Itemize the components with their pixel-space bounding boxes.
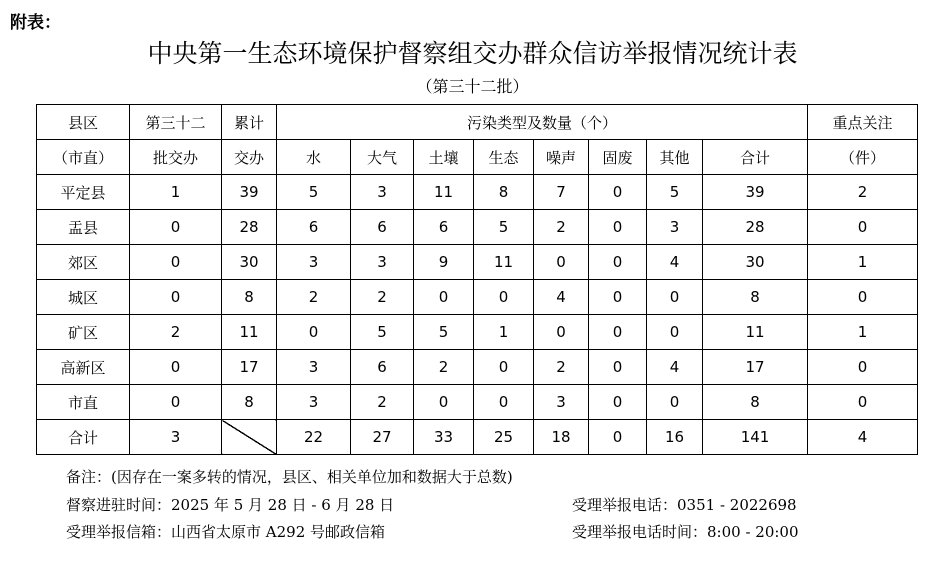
cell-focus: 0 <box>808 210 918 245</box>
header-row <box>37 105 918 140</box>
cell-name: 城区 <box>37 280 130 315</box>
cell-focus: 1 <box>808 245 918 280</box>
cell-solid: 0 <box>589 350 647 385</box>
type-air-header: 大气 <box>351 140 414 175</box>
cell-batch: 0 <box>130 245 222 280</box>
phone-hours-note: 受理举报电话时间：8:00 - 20:00 <box>572 523 799 541</box>
cell-eco: 0 <box>474 385 534 420</box>
cell-other: 4 <box>647 245 703 280</box>
cell-other: 5 <box>647 175 703 210</box>
cell-soil: 9 <box>414 245 474 280</box>
cell-air: 6 <box>351 210 414 245</box>
totals-other: 16 <box>647 420 703 455</box>
type-noise-header: 噪声 <box>534 140 589 175</box>
total-header-sub: 交办 <box>222 140 277 175</box>
type-other-header: 其他 <box>647 140 703 175</box>
cell-total: 8 <box>222 385 277 420</box>
cell-sum: 17 <box>703 350 808 385</box>
cell-water: 3 <box>277 385 351 420</box>
cell-total: 17 <box>222 350 277 385</box>
totals-eco: 25 <box>474 420 534 455</box>
cell-eco: 8 <box>474 175 534 210</box>
cell-water: 3 <box>277 350 351 385</box>
cell-solid: 0 <box>589 245 647 280</box>
totals-sum: 141 <box>703 420 808 455</box>
cell-batch: 0 <box>130 210 222 245</box>
cell-noise: 0 <box>534 315 589 350</box>
totals-noise: 18 <box>534 420 589 455</box>
totals-soil: 33 <box>414 420 474 455</box>
cell-focus: 0 <box>808 385 918 420</box>
cell-noise: 3 <box>534 385 589 420</box>
totals-row <box>37 420 918 455</box>
remark-note: 备注：(因存在一案多转的情况，县区、相关单位加和数据大于总数) <box>66 468 513 486</box>
cell-focus: 0 <box>808 280 918 315</box>
cell-air: 2 <box>351 385 414 420</box>
cell-soil: 5 <box>414 315 474 350</box>
cell-total: 39 <box>222 175 277 210</box>
cell-eco: 11 <box>474 245 534 280</box>
focus-header-sub: （件） <box>808 140 918 175</box>
batch-header: 第三十二 <box>130 105 222 140</box>
cell-name: 平定县 <box>37 175 130 210</box>
county-header-sub: （市直） <box>37 140 130 175</box>
batch-header-sub: 批交办 <box>130 140 222 175</box>
cell-sum: 30 <box>703 245 808 280</box>
type-solid-header: 固废 <box>589 140 647 175</box>
pollution-group-header: 污染类型及数量（个） <box>277 105 808 140</box>
county-header: 县区 <box>37 105 130 140</box>
cell-water: 5 <box>277 175 351 210</box>
cell-name: 郊区 <box>37 245 130 280</box>
cell-total: 11 <box>222 315 277 350</box>
table-row <box>37 280 918 315</box>
cell-noise: 0 <box>534 245 589 280</box>
cell-water: 2 <box>277 280 351 315</box>
totals-batch: 3 <box>130 420 222 455</box>
table-row <box>37 175 918 210</box>
cell-eco: 0 <box>474 280 534 315</box>
cell-soil: 11 <box>414 175 474 210</box>
cell-solid: 0 <box>589 175 647 210</box>
totals-label: 合计 <box>37 420 130 455</box>
page-title: 中央第一生态环境保护督察组交办群众信访举报情况统计表 <box>147 39 798 68</box>
cell-sum: 28 <box>703 210 808 245</box>
cell-water: 0 <box>277 315 351 350</box>
table-row <box>37 210 918 245</box>
cell-sum: 39 <box>703 175 808 210</box>
statistics-table <box>36 104 918 455</box>
cell-other: 0 <box>647 280 703 315</box>
cell-batch: 0 <box>130 350 222 385</box>
stay-period-note: 督察进驻时间：2025 年 5 月 28 日 - 6 月 28 日 <box>66 496 395 514</box>
cell-air: 2 <box>351 280 414 315</box>
cell-other: 3 <box>647 210 703 245</box>
cell-name: 盂县 <box>37 210 130 245</box>
cell-name: 市直 <box>37 385 130 420</box>
cell-soil: 0 <box>414 385 474 420</box>
cell-sum: 11 <box>703 315 808 350</box>
header-row-2 <box>37 140 918 175</box>
cell-name: 矿区 <box>37 315 130 350</box>
table-row <box>37 315 918 350</box>
cell-sum: 8 <box>703 280 808 315</box>
cell-noise: 2 <box>534 350 589 385</box>
focus-header: 重点关注 <box>808 105 918 140</box>
cell-batch: 2 <box>130 315 222 350</box>
cell-focus: 2 <box>808 175 918 210</box>
cell-water: 6 <box>277 210 351 245</box>
attachment-label: 附表： <box>10 13 61 33</box>
cell-soil: 6 <box>414 210 474 245</box>
cell-noise: 7 <box>534 175 589 210</box>
cell-eco: 1 <box>474 315 534 350</box>
type-eco-header: 生态 <box>474 140 534 175</box>
table-row <box>37 350 918 385</box>
cell-air: 5 <box>351 315 414 350</box>
totals-water: 22 <box>277 420 351 455</box>
cell-other: 4 <box>647 350 703 385</box>
cell-total: 8 <box>222 280 277 315</box>
cell-solid: 0 <box>589 315 647 350</box>
cell-noise: 2 <box>534 210 589 245</box>
cell-batch: 0 <box>130 385 222 420</box>
page-subtitle: （第三十二批） <box>416 77 529 96</box>
cell-noise: 4 <box>534 280 589 315</box>
cell-air: 6 <box>351 350 414 385</box>
phone-note: 受理举报电话：0351 - 2022698 <box>572 496 797 514</box>
cell-solid: 0 <box>589 385 647 420</box>
totals-total-empty-diagonal <box>222 420 277 455</box>
cell-soil: 0 <box>414 280 474 315</box>
cell-total: 30 <box>222 245 277 280</box>
cell-eco: 5 <box>474 210 534 245</box>
total-header: 累计 <box>222 105 277 140</box>
mailbox-note: 受理举报信箱：山西省太原市 A292 号邮政信箱 <box>66 523 386 541</box>
cell-eco: 0 <box>474 350 534 385</box>
cell-solid: 0 <box>589 280 647 315</box>
cell-total: 28 <box>222 210 277 245</box>
cell-solid: 0 <box>589 210 647 245</box>
cell-other: 0 <box>647 385 703 420</box>
cell-name: 高新区 <box>37 350 130 385</box>
type-sum-header: 合计 <box>703 140 808 175</box>
totals-focus: 4 <box>808 420 918 455</box>
cell-batch: 1 <box>130 175 222 210</box>
totals-solid: 0 <box>589 420 647 455</box>
type-soil-header: 土壤 <box>414 140 474 175</box>
cell-soil: 2 <box>414 350 474 385</box>
table-row <box>37 245 918 280</box>
cell-batch: 0 <box>130 280 222 315</box>
cell-air: 3 <box>351 175 414 210</box>
cell-other: 0 <box>647 315 703 350</box>
cell-air: 3 <box>351 245 414 280</box>
totals-air: 27 <box>351 420 414 455</box>
table-row <box>37 385 918 420</box>
cell-sum: 8 <box>703 385 808 420</box>
cell-water: 3 <box>277 245 351 280</box>
cell-focus: 0 <box>808 350 918 385</box>
cell-focus: 1 <box>808 315 918 350</box>
type-water-header: 水 <box>277 140 351 175</box>
